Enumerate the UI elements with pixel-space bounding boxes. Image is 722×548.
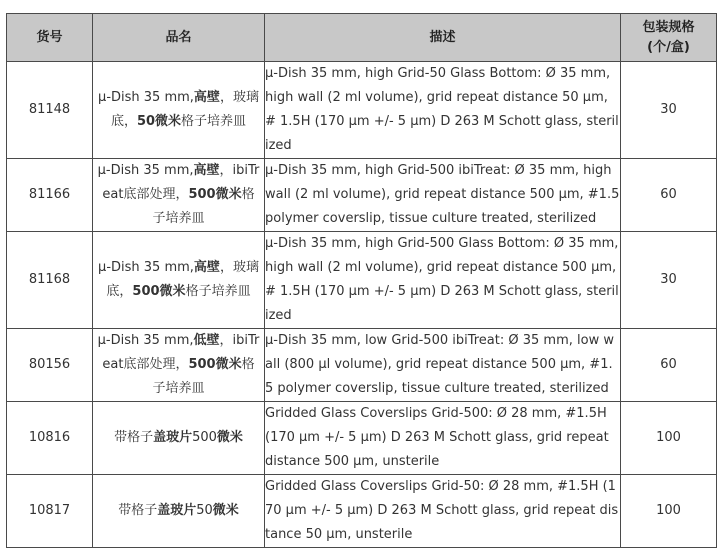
table-row bbox=[7, 62, 717, 159]
table-row bbox=[7, 402, 717, 475]
name-text: 格子培养皿 bbox=[181, 114, 247, 129]
cell-name bbox=[93, 475, 265, 548]
cell-code: 81148 bbox=[7, 62, 93, 159]
name-text-bold: 500微米 bbox=[188, 357, 242, 372]
name-line bbox=[93, 183, 264, 207]
name-text: 底， bbox=[106, 284, 133, 299]
name-text-bold: 高壁 bbox=[193, 90, 220, 105]
name-text-bold: 50微米 bbox=[136, 114, 182, 129]
name-line bbox=[93, 329, 264, 353]
cell-name bbox=[93, 329, 265, 402]
header-code: 货号 bbox=[7, 14, 93, 62]
product-table bbox=[6, 13, 717, 548]
header-row bbox=[7, 14, 717, 62]
name-text: µ-Dish 35 mm, bbox=[97, 163, 194, 178]
name-text: ，ibiTr bbox=[219, 333, 260, 348]
name-text-bold: 微米 bbox=[216, 430, 243, 445]
name-text: 子培养皿 bbox=[152, 381, 205, 396]
name-text: 底， bbox=[110, 114, 137, 129]
name-text: 格 bbox=[241, 187, 255, 202]
name-text-bold: 高壁 bbox=[193, 260, 220, 275]
name-text: 格子培养皿 bbox=[185, 284, 251, 299]
cell-desc: µ-Dish 35 mm, low Grid-500 ibiTreat: Ø 35 mm, low wall (800 µl volume), grid repeat distance 500 µm, #1.5 polymer coverslip, tissue culture treated, sterilized bbox=[265, 329, 621, 402]
cell-qty: 100 bbox=[621, 402, 717, 475]
name-text: eat底部处理， bbox=[102, 357, 189, 372]
name-text: ，ibiTr bbox=[219, 163, 260, 178]
name-text-bold: 500微米 bbox=[132, 284, 186, 299]
name-line bbox=[93, 499, 264, 523]
name-text: 50 bbox=[196, 503, 213, 518]
cell-code: 10817 bbox=[7, 475, 93, 548]
table-body bbox=[7, 62, 717, 548]
header-qty bbox=[621, 14, 717, 62]
name-text-bold: 低壁 bbox=[193, 333, 220, 348]
name-text: 带格子 bbox=[114, 430, 154, 445]
cell-code: 81166 bbox=[7, 159, 93, 232]
name-line bbox=[93, 280, 264, 304]
cell-qty: 30 bbox=[621, 62, 717, 159]
header-desc: 描述 bbox=[265, 14, 621, 62]
cell-name bbox=[93, 232, 265, 329]
table-row bbox=[7, 159, 717, 232]
cell-qty: 100 bbox=[621, 475, 717, 548]
cell-code: 10816 bbox=[7, 402, 93, 475]
name-text: µ-Dish 35 mm, bbox=[97, 333, 194, 348]
cell-code: 81168 bbox=[7, 232, 93, 329]
table-row bbox=[7, 475, 717, 548]
header-qty-line1: 包装规格 bbox=[642, 19, 695, 35]
name-text: ，玻璃 bbox=[219, 260, 259, 275]
name-text: µ-Dish 35 mm, bbox=[98, 90, 194, 105]
name-text: 带格子 bbox=[118, 503, 158, 518]
cell-desc: µ-Dish 35 mm, high Grid-500 ibiTreat: Ø 35 mm, high wall (2 ml volume), grid repeat distance 500 µm, #1.5 polymer coverslip, tissue culture treated, sterilized bbox=[265, 159, 621, 232]
cell-qty: 60 bbox=[621, 329, 717, 402]
cell-desc: Gridded Glass Coverslips Grid-50: Ø 28 mm, #1.5H (170 µm +/- 5 µm) D 263 M Schott glass, grid repeat distance 50 µm, unsterile bbox=[265, 475, 621, 548]
name-text: ，玻璃 bbox=[219, 90, 259, 105]
header-name: 品名 bbox=[93, 14, 265, 62]
cell-name bbox=[93, 402, 265, 475]
name-line bbox=[93, 110, 264, 134]
cell-desc: µ-Dish 35 mm, high Grid-500 Glass Bottom: Ø 35 mm, high wall (2 ml volume), grid repeat distance 500 µm, # 1.5H (170 µm +/- 5 µm) D 263 M Schott glass, sterilized bbox=[265, 232, 621, 329]
name-text: 子培养皿 bbox=[152, 211, 205, 226]
name-text: eat底部处理， bbox=[102, 187, 189, 202]
name-text-bold: 500微米 bbox=[188, 187, 242, 202]
name-line bbox=[93, 207, 264, 231]
cell-code: 80156 bbox=[7, 329, 93, 402]
cell-qty: 60 bbox=[621, 159, 717, 232]
header-qty-line2: (个/盒) bbox=[647, 39, 690, 55]
name-text: 500 bbox=[192, 430, 217, 445]
name-text-bold: 微米 bbox=[212, 503, 239, 518]
table-row bbox=[7, 329, 717, 402]
name-text-bold: 盖玻片 bbox=[153, 430, 193, 445]
table-row bbox=[7, 232, 717, 329]
name-line bbox=[93, 159, 264, 183]
name-line bbox=[93, 426, 264, 450]
name-line bbox=[93, 256, 264, 280]
cell-name bbox=[93, 62, 265, 159]
cell-qty: 30 bbox=[621, 232, 717, 329]
name-line bbox=[93, 353, 264, 377]
cell-desc: Gridded Glass Coverslips Grid-500: Ø 28 mm, #1.5H (170 µm +/- 5 µm) D 263 M Schott glass, grid repeat distance 500 µm, unsterile bbox=[265, 402, 621, 475]
name-text-bold: 高壁 bbox=[193, 163, 220, 178]
name-text: 格 bbox=[241, 357, 255, 372]
name-line bbox=[93, 86, 264, 110]
cell-name bbox=[93, 159, 265, 232]
name-text-bold: 盖玻片 bbox=[157, 503, 197, 518]
name-text: µ-Dish 35 mm, bbox=[98, 260, 194, 275]
table-header bbox=[7, 14, 717, 62]
cell-desc: µ-Dish 35 mm, high Grid-50 Glass Bottom: Ø 35 mm, high wall (2 ml volume), grid repeat distance 50 µm, # 1.5H (170 µm +/- 5 µm) D 263 M Schott glass, sterilized bbox=[265, 62, 621, 159]
name-line bbox=[93, 377, 264, 401]
